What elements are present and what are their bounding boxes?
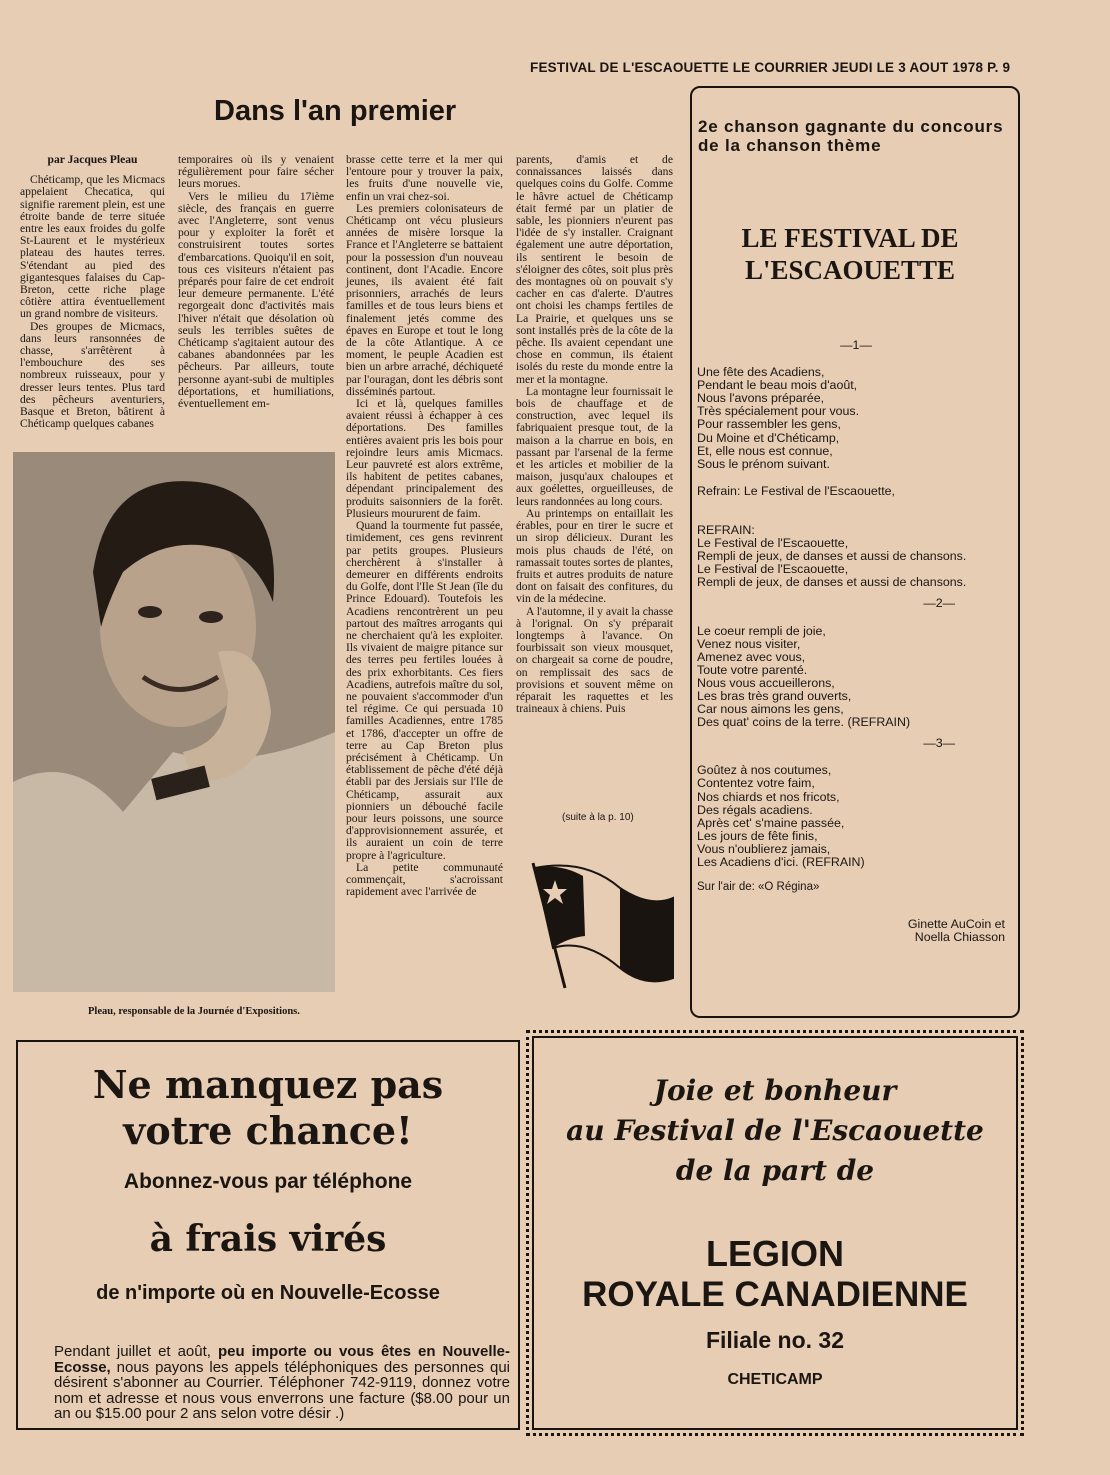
photo-caption: Pleau, responsable de la Journée d'Expositions. xyxy=(88,1006,300,1017)
author-line: Noella Chiasson xyxy=(914,930,1005,945)
lyric-line: Des quat' coins de la terre. (REFRAIN) xyxy=(697,715,911,730)
portrait-photo xyxy=(13,452,335,992)
lyric-line: Nos chiards et nos fricots, xyxy=(697,789,840,804)
legion-branch: Filiale no. 32 xyxy=(705,1327,845,1353)
paragraph: Quand la tourmente fut passée, timidement, ces gens revinrent par petits groupes. Plusieurs cherchèrent à s'installer à demeurer en différents endroits du Golfe, dont l'Ile St Jean (île du Prince Edouard). Toutefois les Acadiens rencontrèrent un peu partout des maîtres arrogants qui ne cherchaient qu'à les exploiter. Ils vivaient de maigre pitance sur des terres peu fertiles louées à des prix exhorbitants. Ces fiers Acadiens, autrefois maître du sol, ne pouvaient s'accommoder d'un tel régime. Ce qui persuada 10 familles Acadiennes, entre 1785 et 1786, d'accepter un offre de terre au Cap Breton plus précisément à Chéticamp. Un établissement de pêche d'été déjà établi par des Jersiais sur l'Ile de Chéticamp, assurait aux pionniers un débouché facile pour leurs poissons, une source d'approvisionnement assurée, et ils auraient un coin de terre propre à l'agriculture. xyxy=(346,519,503,862)
ad-headline: Ne manquez pas xyxy=(92,1062,444,1107)
lyric-line: Le Festival de l'Escaouette, xyxy=(697,536,849,551)
refrain-label: REFRAIN: xyxy=(697,522,755,537)
lyric-line: Contentez votre faim, xyxy=(697,776,815,791)
article-column-2 xyxy=(178,154,334,410)
song-intro: 2e chanson gagnante du concours de la chanson thème xyxy=(698,117,1004,155)
legion-name: LEGION xyxy=(705,1233,844,1274)
lyric-line: Nous l'avons préparée, xyxy=(697,391,825,406)
paragraph: Ici et là, quelques familles avaient réussi à échapper à ces déportations. Des familles entières avaient pris les bois pour rejoindre leurs amis Micmacs. Leur pauvreté est alors extrême, ils habitent de petites cabanes, dépendant principalement des produits saisonniers de la forêt. Plusieurs moururent de faim. xyxy=(346,397,503,520)
verse-number: —1— xyxy=(840,338,872,352)
legion-place: CHETICAMP xyxy=(727,1371,823,1388)
portrait-illustration xyxy=(13,452,335,992)
legion-ad xyxy=(526,1030,1024,1436)
lyric-line: Une fête des Acadiens, xyxy=(697,365,825,380)
page-header: FESTIVAL DE L'ESCAOUETTE LE COURRIER JEUDI LE 3 AOUT 1978 P. 9 xyxy=(530,60,1011,75)
verse-number: —3— xyxy=(923,736,955,751)
ad-script-line: au Festival de l'Escaouette xyxy=(566,1114,984,1147)
song-title-line: L'ESCAOUETTE xyxy=(744,255,956,285)
refrain-intro: Refrain: Le Festival de l'Escaouette, xyxy=(697,483,895,498)
paragraph: temporaires où ils y venaient régulièrement pour faire sécher leurs morues. xyxy=(178,153,334,191)
lyric-line: Toute votre parenté. xyxy=(697,662,808,677)
lyric-line: Les bras très grand ouverts, xyxy=(697,688,852,703)
lyric-line: Vous n'oublierez jamais, xyxy=(697,841,831,856)
lyric-line: Très spécialement pour vous. xyxy=(697,404,860,419)
lyric-line: Des régals acadiens. xyxy=(697,802,813,817)
paragraph: Des groupes de Micmacs, dans leurs ransonnées de chasse, s'arrêtèrent à l'embouchure des ses nombreux ruisseaux, pour y dresser leurs tentes. Plus tard des pêcheurs aventuriers, Basque et Breton, bâtirent à Chéticamp quelques cabanes xyxy=(20,319,165,431)
lyric-line: Pendant le beau mois d'août, xyxy=(697,378,858,393)
continuation-note: (suite à la p. 10) xyxy=(562,812,634,823)
paragraph: Chéticamp, que les Micmacs appelaient Checatica, qui signifie rarement plein, est une étroite bande de terre située entre les eaux froides du golfe St-Laurent et le mystérieux plateau des hautes terres. S'étendant au pied des gigantesques falaises du Cap-Breton, cette riche plage côtière attira éventuellement un grand nombre de visiteurs. xyxy=(20,173,165,321)
article-column-1 xyxy=(20,154,165,430)
lyric-line: Rempli de jeux, de danses et aussi de chansons. xyxy=(697,575,967,590)
ad-subhead: Abonnez-vous par téléphone xyxy=(123,1170,413,1193)
lyric-line: Après cet' s'maine passée, xyxy=(697,815,845,830)
lyric-line: Car nous aimons les gens, xyxy=(697,702,844,717)
song-title xyxy=(700,222,1000,286)
acadian-flag xyxy=(525,858,675,990)
ad-callout: à frais virés xyxy=(149,1218,387,1260)
song-air: Sur l'air de: «O Régina» xyxy=(697,881,820,894)
byline: par Jacques Pleau xyxy=(47,153,138,166)
song-lyrics xyxy=(697,333,1015,944)
lyric-line: Venez nous visiter, xyxy=(697,636,801,651)
paragraph: Au printemps on entaillait les érables, pour en tirer le sucre et un sirop délicieux. Durant les mois plus chauds de l'été, on ramassait toutes sortes de plantes, fruits et autres produits de nature dont on faisait des confitures, du vin de la médecine. xyxy=(516,506,673,606)
ad-script-line: Joie et bonheur xyxy=(653,1074,897,1107)
lyric-line: Du Moine et d'Chéticamp, xyxy=(697,430,840,445)
ad-script-line: de la part de xyxy=(675,1154,875,1187)
lyric-line: Le Festival de l'Escaouette, xyxy=(697,562,849,577)
paragraph: Les premiers colonisateurs de Chéticamp ont vécu plusieurs années de misère lorsque la France et l'Angleterre se battaient pour la possession d'un nouveau continent, dont l'Acadie. Encore jeunes, ils avaient été fait prisonniers, arrachés de leurs familles et de tous leurs biens et finalement jetés comme des épaves en Europe et tout le long de la côte Atlantique. A ce moment, le peuple Acadien est bien un arbre arraché, déchiqueté par l'ouragan, dont les débris sont disséminés partout. xyxy=(346,201,503,398)
acadian-flag-illustration xyxy=(525,858,675,990)
song-title-line: LE FESTIVAL DE xyxy=(741,223,959,253)
lyric-line: Rempli de jeux, de danses et aussi de chansons. xyxy=(697,549,967,564)
paragraph: parents, d'amis et de connaissances laissés dans quelques coins du Golfe. Comme le hâvre actuel de Chéticamp était fermé par un platier de sable, les pionniers n'eurent pas l'idée de s'y installer. Craignant également une autre déportation, ils sentirent le besoin de s'éloigner des côtes, soit plus près des montagnes où on pouvait s'y cacher en cas d'alerte. D'autres ont choisi les champs fertiles de La Prairie, et quelques uns se sont installés près de la côte de la pêche. Ils avaient cependant une chose en commun, ils étaient isolés du reste du monde entre la mer et la montagne. xyxy=(516,153,673,386)
lyric-line: Goûtez à nos coutumes, xyxy=(697,763,832,778)
article-column-3 xyxy=(346,154,503,898)
ad-body-emphasis: peu importe ou vous êtes en Nouvelle-Ecosse, xyxy=(54,1343,511,1376)
verse-number: —2— xyxy=(923,596,955,611)
paragraph: Vers le milieu du 17ième siècle, des français en guerre avec l'Angleterre, sont venus pour y exploiter la forêt et construisirent toutes sortes d'embarcations. Quoiqu'il en soit, tous ces visiteurs n'étaient pas préparés pour faire de cet endroit leur demeure permanente. L'été regorgeait donc d'activités mais l'hiver n'était que désolation où seuls les terribles suêtes de Chéticamp s'agitaient autour des cabanes abandonnées par les pêcheurs. Par ailleurs, toute personne ayant-subi de multiples déportations, et humiliations, éventuellement em- xyxy=(178,189,334,411)
lyric-line: Le coeur rempli de joie, xyxy=(697,623,826,638)
paragraph: La petite communauté commençait, s'acroissant rapidement avec l'arrivée de xyxy=(346,860,503,899)
ad-headline: votre chance! xyxy=(123,1108,413,1153)
lyric-line: Et, elle nous est connue, xyxy=(697,443,833,458)
lyric-line: Amenez avec vous, xyxy=(697,649,806,664)
lyric-line: Nous vous accueillerons, xyxy=(697,675,835,690)
lyric-line: Sous le prénom suivant. xyxy=(697,456,830,471)
lyric-line: Les Acadiens d'ici. (REFRAIN) xyxy=(697,855,865,869)
ad-body xyxy=(54,1344,510,1422)
author-line: Ginette AuCoin et xyxy=(907,917,1005,932)
song-authors xyxy=(697,918,1015,944)
paragraph: brasse cette terre et la mer qui l'entoure pour y trouver la paix, les fruits d'une nouvelle vie, enfin un vrai chez-soi. xyxy=(346,153,503,203)
ad-region: de n'importe où en Nouvelle-Ecosse xyxy=(96,1282,440,1304)
paragraph: A l'automne, il y avait la chasse à l'orignal. On s'y préparait longtemps à l'avance. On fourbissait son vieux mousquet, on chargeait sa corne de poudre, on remplissait des sacs de provisions et souvent même on réparait les raquettes et les traineaux à chiens. Puis xyxy=(516,604,673,716)
lyric-line: Pour rassembler les gens, xyxy=(697,417,841,432)
paragraph: La montagne leur fournissait le bois de chauffage et de construction, avec lequel ils fabriquaient presque tout, de la maison a la charrue en bois, en passant par l'arsenal de la ferme et les articles et mobilier de la maison, jusqu'aux chaloupes et aux goélettes, orgueilleuses, de leurs randonnées au long cours. xyxy=(516,384,673,508)
ad-body-text: Pendant juillet et août, xyxy=(54,1343,218,1360)
lyric-line: Les jours de fête finis, xyxy=(697,828,818,843)
article-headline: Dans l'an premier xyxy=(214,95,457,127)
article-column-4 xyxy=(516,154,673,715)
subscription-ad xyxy=(16,1040,520,1430)
legion-name: ROYALE CANADIENNE xyxy=(582,1275,968,1314)
ad-body-text: nous payons les appels téléphoniques des personnes qui désirent s'abonner au Courrier. Téléphoner 742-9119, donnez votre nom et adresse et nous vous enverrons une facture ($8.00 pour un an ou $15.00 pour 2 ans selon votre désir .) xyxy=(54,1358,510,1423)
